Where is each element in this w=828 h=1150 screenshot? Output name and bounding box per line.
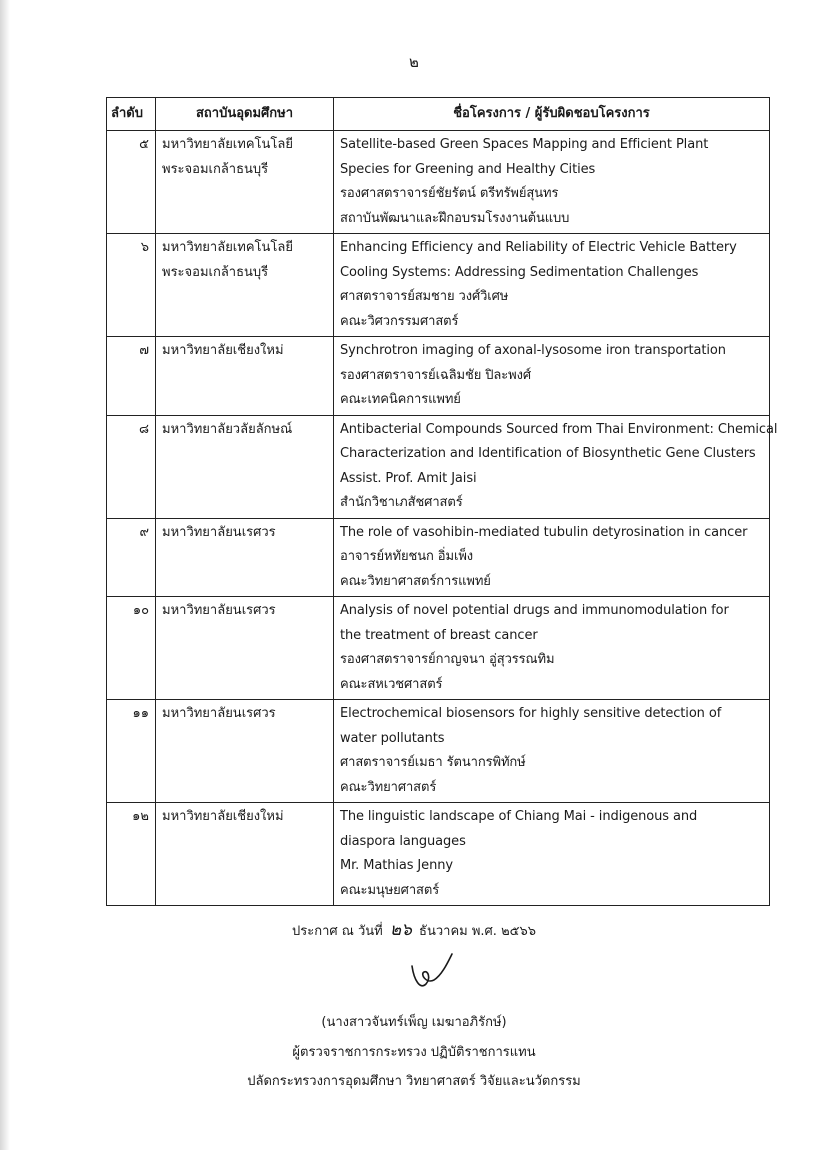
announcement-suffix: ธันวาคม พ.ศ. ๒๕๖๖ bbox=[419, 924, 536, 939]
header-institution: สถาบันอุดมศึกษา bbox=[156, 98, 334, 131]
project-line: Antibacterial Compounds Sourced from Thai Environment: Chemical bbox=[340, 421, 778, 437]
row-project bbox=[334, 803, 770, 906]
institution-line: พระจอมเกล้าธนบุรี bbox=[162, 161, 269, 177]
row-institution bbox=[156, 337, 334, 416]
project-line: Electrochemical biosensors for highly sensitive detection of bbox=[340, 706, 722, 721]
project-line: Synchrotron imaging of axonal-lysosome iron transportation bbox=[340, 343, 726, 358]
institution-line: มหาวิทยาลัยนเรศวร bbox=[162, 603, 276, 618]
institution-line: มหาวิทยาลัยเชียงใหม่ bbox=[162, 343, 284, 358]
table-row bbox=[107, 415, 770, 518]
project-line: คณะเทคนิคการแพทย์ bbox=[340, 392, 461, 407]
project-line: Satellite-based Green Spaces Mapping and Efficient Plant bbox=[340, 137, 709, 152]
row-project bbox=[334, 518, 770, 597]
signer-role-2: ปลัดกระทรวงการอุดมศึกษา วิทยาศาสตร์ วิจัยและนวัตกรรม bbox=[247, 1074, 581, 1089]
project-line: คณะวิทยาศาสตร์ bbox=[340, 779, 437, 795]
project-line: อาจารย์หทัยชนก อิ่มเพ็ง bbox=[340, 549, 474, 564]
project-line: Enhancing Efficiency and Reliability of Electric Vehicle Battery bbox=[340, 240, 737, 255]
row-project bbox=[334, 700, 770, 803]
institution-line: มหาวิทยาลัยวลัยลักษณ์ bbox=[162, 421, 293, 437]
project-line: the treatment of breast cancer bbox=[340, 627, 538, 643]
row-number: ๙ bbox=[107, 518, 156, 597]
project-line: Analysis of novel potential drugs and immunomodulation for bbox=[340, 603, 729, 618]
project-line: คณะวิศวกรรมศาสตร์ bbox=[340, 313, 459, 329]
project-line: Assist. Prof. Amit Jaisi bbox=[340, 470, 477, 486]
row-number: ๑๐ bbox=[107, 597, 156, 700]
project-line: Cooling Systems: Addressing Sedimentation Challenges bbox=[340, 264, 699, 280]
project-line: The linguistic landscape of Chiang Mai - indigenous and bbox=[340, 809, 698, 824]
table-row bbox=[107, 234, 770, 337]
row-institution bbox=[156, 803, 334, 906]
row-institution bbox=[156, 415, 334, 518]
row-project bbox=[334, 131, 770, 234]
table-row bbox=[107, 131, 770, 234]
row-institution bbox=[156, 518, 334, 597]
row-institution bbox=[156, 597, 334, 700]
announcement-prefix: ประกาศ ณ วันที่ bbox=[292, 924, 383, 939]
project-line: The role of vasohibin-mediated tubulin detyrosination in cancer bbox=[340, 524, 748, 540]
project-table bbox=[106, 97, 778, 906]
project-line: water pollutants bbox=[340, 730, 445, 746]
project-line: คณะมนุษยศาสตร์ bbox=[340, 882, 440, 898]
row-project bbox=[334, 597, 770, 700]
row-project bbox=[334, 415, 778, 518]
institution-line: มหาวิทยาลัยเชียงใหม่ bbox=[162, 809, 284, 824]
institution-line: มหาวิทยาลัยเทคโนโลยี bbox=[162, 240, 293, 255]
project-line: Characterization and Identification of Biosynthetic Gene Clusters bbox=[340, 446, 756, 461]
row-institution bbox=[156, 700, 334, 803]
project-line: Species for Greening and Healthy Cities bbox=[340, 161, 596, 177]
row-project bbox=[334, 234, 770, 337]
institution-line: มหาวิทยาลัยนเรศวร bbox=[162, 706, 276, 721]
row-institution bbox=[156, 234, 334, 337]
row-number: ๗ bbox=[107, 337, 156, 416]
header-no: ลำดับ bbox=[107, 98, 156, 131]
project-line: รองศาสตราจารย์ชัยรัตน์ ตรีทรัพย์สุนทร bbox=[340, 186, 559, 201]
page-number: ๒ bbox=[409, 53, 419, 71]
institution-line: พระจอมเกล้าธนบุรี bbox=[162, 264, 269, 280]
page-edge-shadow bbox=[0, 0, 10, 1150]
row-number: ๑๒ bbox=[107, 803, 156, 906]
row-project bbox=[334, 337, 770, 416]
row-number: ๖ bbox=[107, 234, 156, 337]
project-line: รองศาสตราจารย์กาญจนา อู่สุวรรณทิม bbox=[340, 652, 555, 667]
project-line: สถาบันพัฒนาและฝึกอบรมโรงงานต้นแบบ bbox=[340, 210, 570, 226]
project-line: รองศาสตราจารย์เฉลิมชัย ปิละพงศ์ bbox=[340, 367, 532, 383]
table-row bbox=[107, 518, 770, 597]
institution-line: มหาวิทยาลัยนเรศวร bbox=[162, 524, 276, 540]
header-project: ชื่อโครงการ / ผู้รับผิดชอบโครงการ bbox=[334, 98, 770, 131]
project-line: คณะวิทยาศาสตร์การแพทย์ bbox=[340, 573, 491, 589]
row-institution bbox=[156, 131, 334, 234]
announcement-date bbox=[0, 916, 828, 943]
institution-line: มหาวิทยาลัยเทคโนโลยี bbox=[162, 137, 293, 152]
announcement-day: ๒๖ bbox=[389, 920, 412, 940]
table-row bbox=[107, 597, 770, 700]
project-line: สำนักวิชาเภสัชศาสตร์ bbox=[340, 495, 463, 510]
table-row bbox=[107, 700, 770, 803]
project-line: ศาสตราจารย์เมธา รัตนากรพิทักษ์ bbox=[340, 755, 526, 770]
table-header-row bbox=[107, 98, 770, 131]
project-line: Mr. Mathias Jenny bbox=[340, 858, 453, 873]
row-number: ๕ bbox=[107, 131, 156, 234]
project-line: คณะสหเวชศาสตร์ bbox=[340, 676, 443, 692]
table-row bbox=[107, 337, 770, 416]
project-line: diaspora languages bbox=[340, 833, 466, 849]
row-number: ๑๑ bbox=[107, 700, 156, 803]
signature-image bbox=[406, 950, 456, 995]
table-body bbox=[107, 131, 778, 906]
row-number: ๘ bbox=[107, 415, 156, 518]
project-line: ศาสตราจารย์สมชาย วงศ์วิเศษ bbox=[340, 289, 509, 304]
table-row bbox=[107, 803, 770, 906]
signer-role-1: ผู้ตรวจราชการกระทรวง ปฏิบัติราชการแทน bbox=[292, 1045, 536, 1060]
signer-name: (นางสาวจันทร์เพ็ญ เมฆาอภิรักษ์) bbox=[321, 1015, 507, 1030]
